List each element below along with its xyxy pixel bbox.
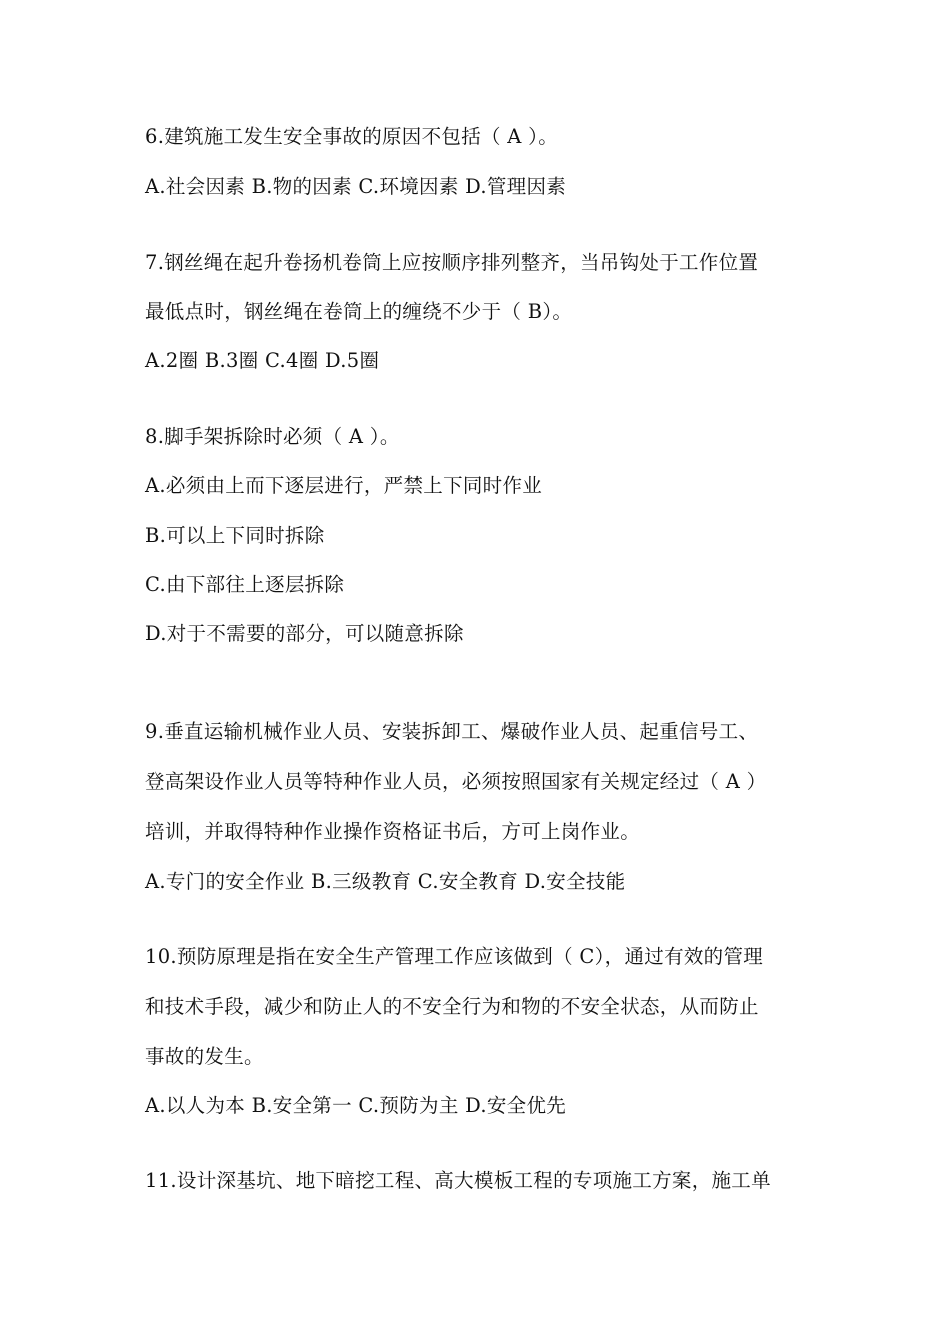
question-7-options: A.2圈 B.3圈 C.4圈 D.5圈	[145, 349, 380, 372]
question-9-stem-line-1: 9.垂直运输机械作业人员、安装拆卸工、爆破作业人员、起重信号工、	[145, 720, 759, 743]
question-10-options: A.以人为本 B.安全第一 C.预防为主 D.安全优先	[145, 1094, 567, 1117]
question-7-stem-line-1: 7.钢丝绳在起升卷扬机卷筒上应按顺序排列整齐，当吊钩处于工作位置	[145, 251, 759, 274]
question-10-stem-line-2: 和技术手段，减少和防止人的不安全行为和物的不安全状态，从而防止	[145, 995, 759, 1018]
question-9-stem-line-2: 登高架设作业人员等特种作业人员，必须按照国家有关规定经过（ A ）	[145, 770, 767, 793]
question-6-options: A.社会因素 B.物的因素 C.环境因素 D.管理因素	[145, 175, 567, 198]
question-9-stem-line-3: 培训，并取得特种作业操作资格证书后，方可上岗作业。	[145, 820, 641, 843]
question-11-stem-line-1: 11.设计深基坑、地下暗挖工程、高大模板工程的专项施工方案，施工单	[145, 1169, 771, 1192]
question-7-stem-line-2: 最低点时，钢丝绳在卷筒上的缠绕不少于（ B）。	[145, 300, 573, 323]
question-8-option-b: B.可以上下同时拆除	[145, 524, 325, 547]
question-8-option-c: C.由下部往上逐层拆除	[145, 573, 345, 596]
question-8-option-a: A.必须由上而下逐层进行，严禁上下同时作业	[145, 474, 543, 497]
question-10-stem-line-3: 事故的发生。	[145, 1045, 264, 1068]
question-9-options: A.专门的安全作业 B.三级教育 C.安全教育 D.安全技能	[145, 870, 626, 893]
question-8-stem: 8.脚手架拆除时必须（ A ）。	[145, 425, 400, 448]
question-8-option-d: D.对于不需要的部分，可以随意拆除	[145, 622, 464, 645]
question-10-stem-line-1: 10.预防原理是指在安全生产管理工作应该做到（ C），通过有效的管理	[145, 945, 764, 968]
question-6-stem: 6.建筑施工发生安全事故的原因不包括（ A ）。	[145, 125, 559, 148]
